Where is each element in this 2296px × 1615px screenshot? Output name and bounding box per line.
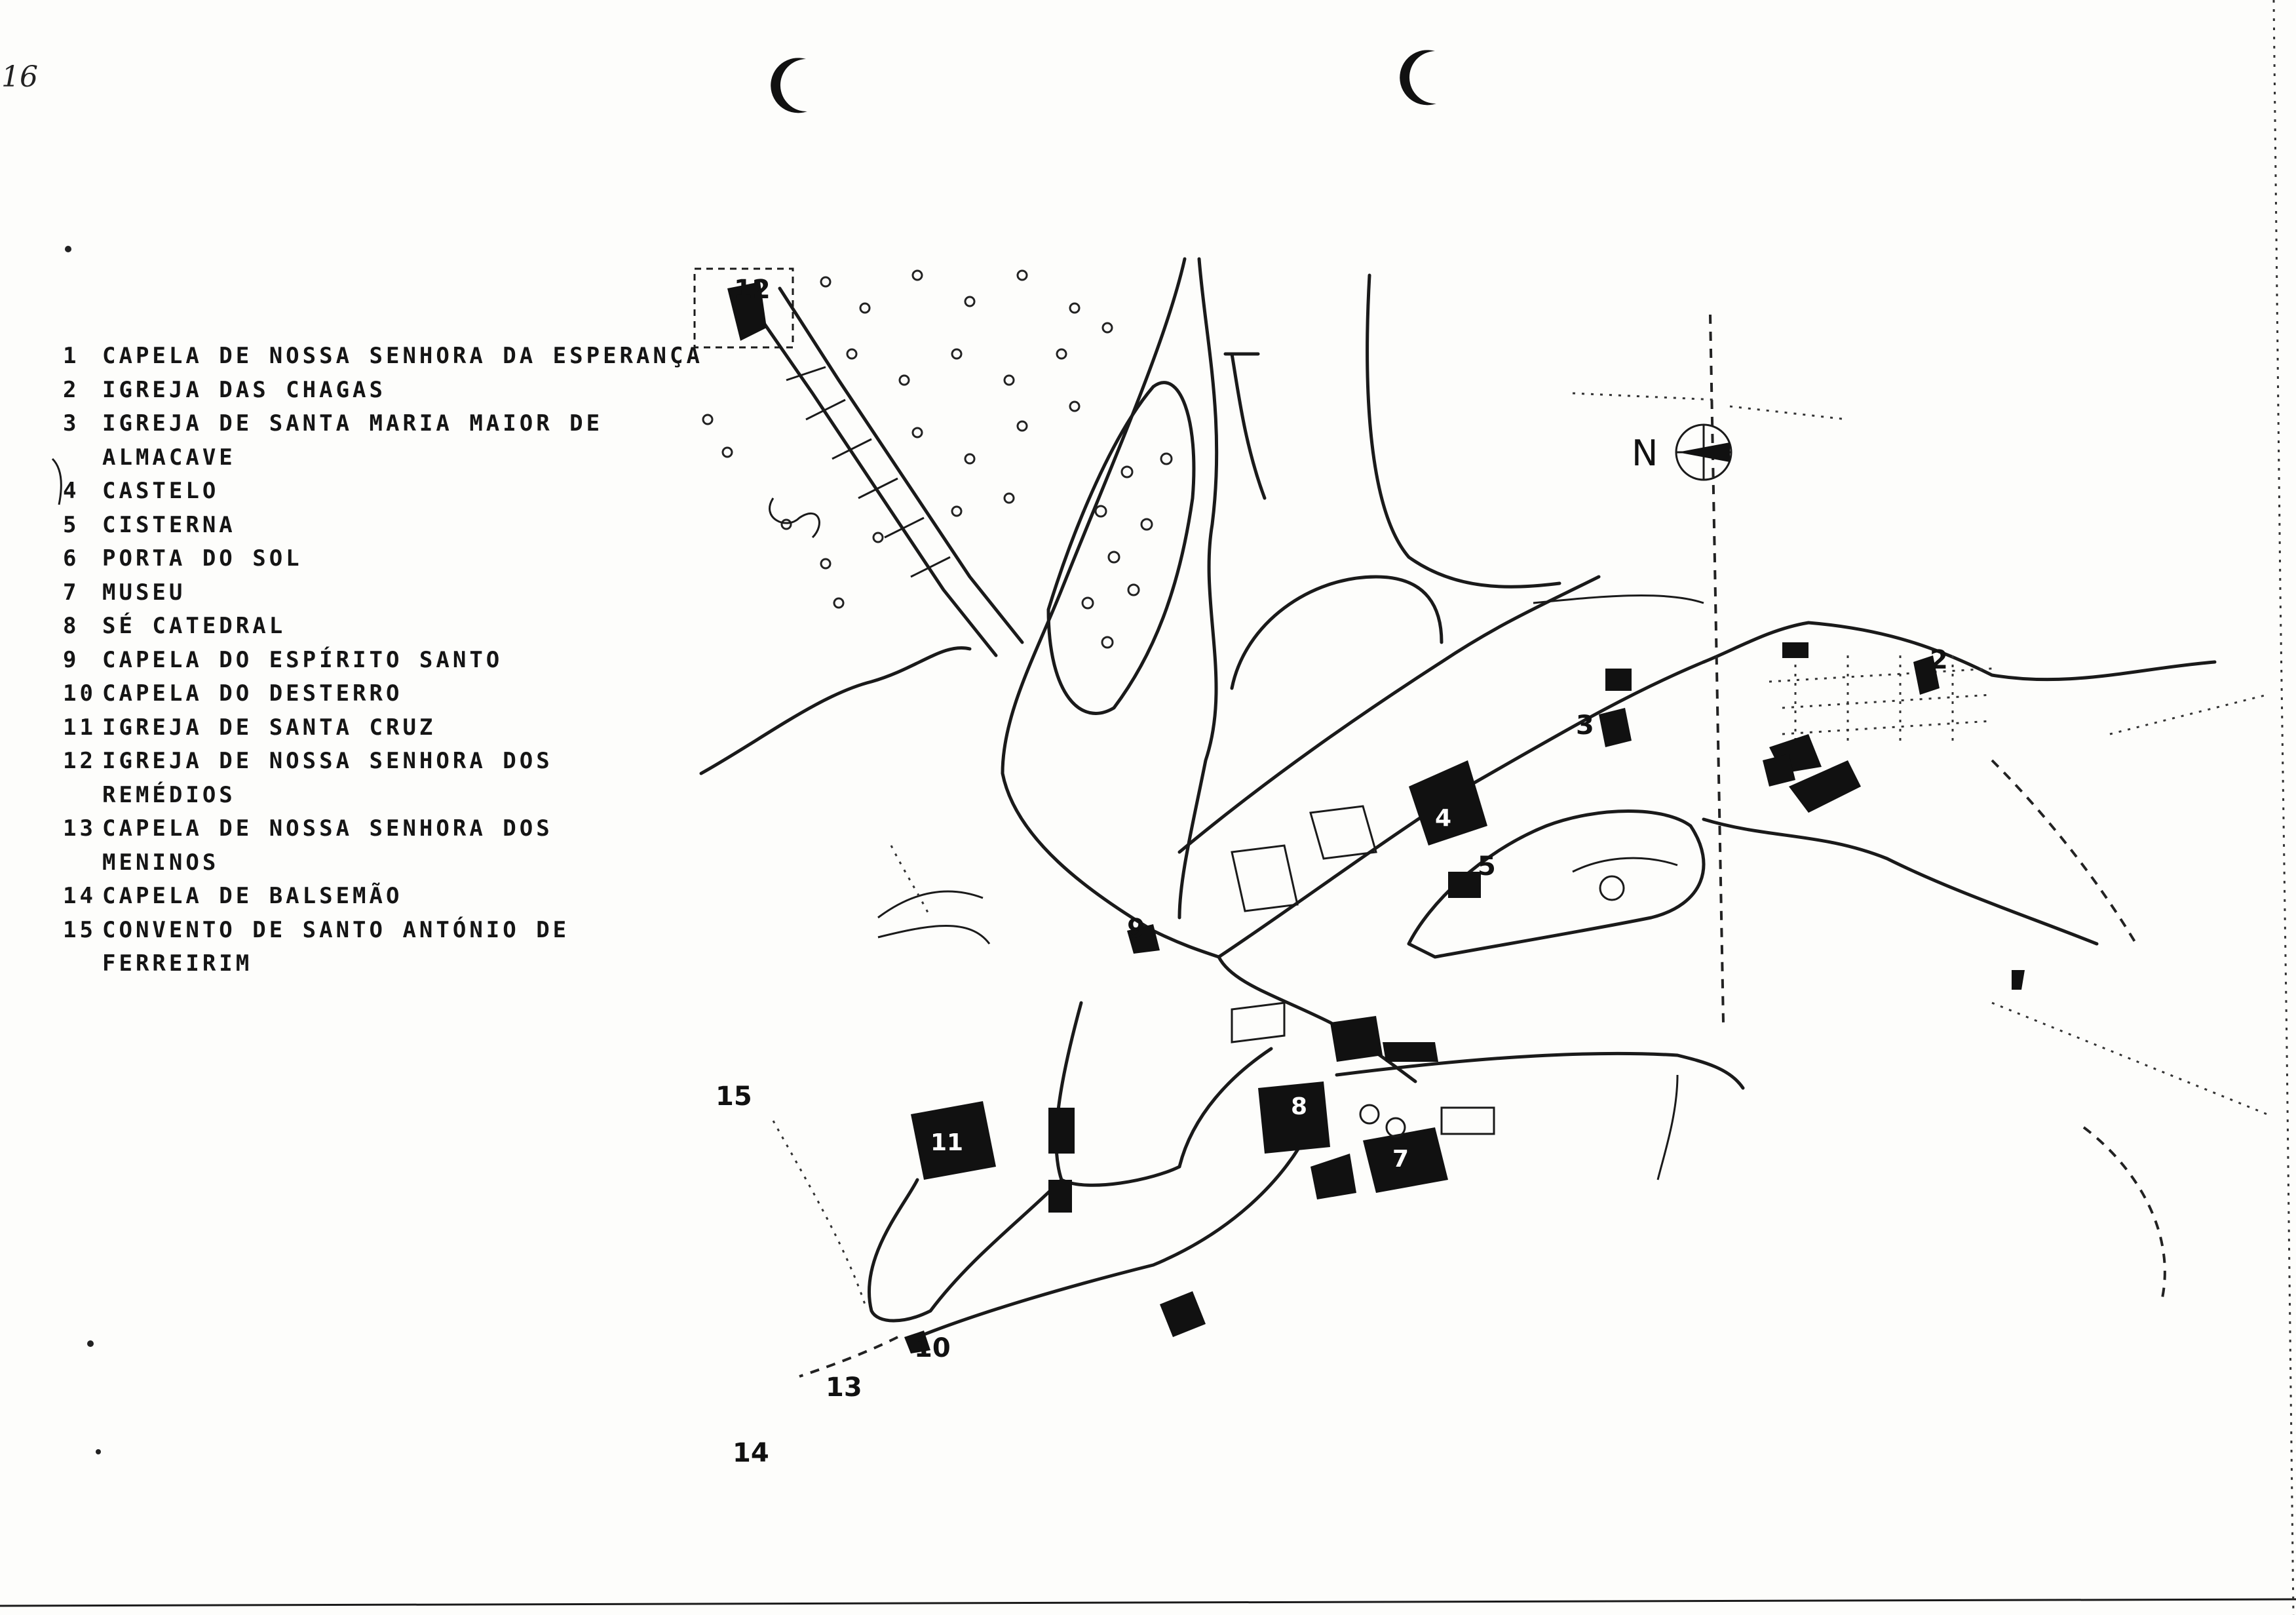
legend-label: IGREJA DE SANTA CRUZ — [102, 714, 436, 741]
page-edge-line — [0, 1599, 2296, 1606]
monument-10 — [904, 1331, 951, 1363]
legend-label: CAPELA DE BALSEMÃO — [102, 883, 403, 909]
page-edge-speckle — [2274, 0, 2293, 1615]
stairway-right-edge — [780, 288, 1022, 642]
road-upper-diagonal — [1179, 577, 1599, 852]
legend-label: CISTERNA — [102, 511, 236, 538]
legend-number: 13 — [63, 815, 96, 842]
roundabout — [1360, 1105, 1379, 1123]
legend-number: 7 — [63, 579, 80, 606]
speckle-dot — [96, 1449, 101, 1454]
legend-number: 14 — [63, 883, 96, 909]
legend-label: ALMACAVE — [102, 444, 236, 471]
pond-shape — [770, 498, 820, 537]
legend-label: CAPELA DE NOSSA SENHORA DOS — [102, 815, 553, 842]
legend-number: 4 — [63, 478, 80, 504]
road-to-13 — [799, 1337, 898, 1376]
river-curve — [701, 648, 970, 773]
legend-label: FERREIRIM — [102, 950, 253, 977]
road-central-south — [1219, 957, 1415, 1081]
marker-15: 15 — [716, 1081, 752, 1112]
road-north-valley — [1368, 275, 1559, 587]
legend-number: 5 — [63, 511, 80, 538]
legend-number: 15 — [63, 916, 96, 943]
building-block — [1383, 1042, 1438, 1062]
park-outline — [1048, 383, 1194, 714]
east-track — [2110, 695, 2267, 734]
legend-label: IGREJA DAS CHAGAS — [102, 376, 386, 403]
meridian-line — [1710, 315, 1723, 1022]
legend-number: 9 — [63, 646, 80, 673]
building-outline — [1442, 1108, 1494, 1134]
compass-rose — [1632, 425, 1731, 480]
building-block — [1160, 1291, 1206, 1337]
legend-number: 11 — [63, 714, 96, 741]
road-southeast — [1704, 819, 2097, 944]
legend-label: CAPELA DE NOSSA SENHORA DA ESPERANÇA — [102, 343, 703, 369]
svg-text:12: 12 — [734, 275, 771, 305]
svg-text:11: 11 — [930, 1129, 964, 1156]
legend-label: IGREJA DE SANTA MARIA MAIOR DE — [102, 410, 603, 437]
legend-label: REMÉDIOS — [102, 781, 236, 808]
monument-4 — [1409, 760, 1487, 846]
svg-text:5: 5 — [1478, 851, 1496, 882]
legend-number: 10 — [63, 680, 96, 707]
square-outline — [1232, 1003, 1284, 1042]
binder-hole-mark-left — [771, 58, 807, 113]
legend-label: SÉ CATEDRAL — [102, 613, 286, 639]
monument-1-mark — [2012, 970, 2025, 990]
svg-text:9: 9 — [1127, 914, 1145, 944]
speckle-dot — [65, 246, 71, 252]
marker-13: 13 — [826, 1372, 862, 1403]
southeast-dashed-road — [2084, 1127, 2165, 1298]
building-block — [1782, 642, 1808, 658]
monument-9 — [1127, 914, 1160, 954]
legend-number: 12 — [63, 748, 96, 774]
svg-text:10: 10 — [914, 1333, 951, 1363]
castle-well — [1600, 876, 1624, 900]
east-dashed-road — [1992, 760, 2136, 944]
road-south-loop — [1056, 1003, 1179, 1185]
legend-label: IGREJA DE NOSSA SENHORA DOS — [102, 748, 553, 774]
legend-label: MENINOS — [102, 849, 220, 876]
svg-text:4: 4 — [1435, 805, 1452, 832]
monument-3 — [1576, 708, 1632, 747]
legend-number: 8 — [63, 613, 80, 639]
monument-11 — [911, 1101, 996, 1180]
svg-text:3: 3 — [1576, 710, 1594, 741]
marker-14: 14 — [733, 1438, 769, 1468]
stairway-left-edge — [754, 308, 996, 655]
legend-label: CAPELA DO ESPÍRITO SANTO — [102, 646, 503, 673]
path-west — [891, 846, 930, 918]
road-central-north — [1179, 259, 1217, 918]
monument-7 — [1363, 1127, 1448, 1193]
legend-label: MUSEU — [102, 579, 186, 606]
legend-label: CONVENTO DE SANTO ANTÓNIO DE — [102, 916, 570, 943]
legend-label: CAPELA DO DESTERRO — [102, 680, 403, 707]
monument-5 — [1448, 851, 1496, 898]
monument-8 — [1258, 1081, 1330, 1154]
legend-number: 1 — [63, 343, 80, 369]
legend-number: 2 — [63, 376, 80, 403]
legend-label: CASTELO — [102, 478, 220, 504]
building-block — [1048, 1180, 1072, 1213]
legend-number: 6 — [63, 545, 80, 572]
compass-north-label: N — [1632, 433, 1658, 474]
monument-12 — [727, 275, 771, 341]
road-east — [1704, 623, 2215, 680]
road-sw-link — [1179, 1049, 1271, 1167]
speckle-dot — [87, 1340, 94, 1347]
roundabout — [1387, 1118, 1405, 1137]
svg-text:8: 8 — [1291, 1093, 1308, 1120]
building-block — [1330, 1016, 1383, 1062]
margin-bracket — [52, 459, 61, 505]
road-north-spur — [1232, 354, 1265, 498]
road-west-curve — [869, 1180, 1062, 1321]
building-block — [1048, 1108, 1075, 1154]
east-grid — [1769, 655, 1992, 747]
block-outline — [1311, 806, 1376, 859]
road-west-stub — [878, 926, 989, 944]
binder-hole-mark-right — [1400, 50, 1436, 105]
terrain-curve — [878, 891, 983, 918]
svg-text:7: 7 — [1392, 1146, 1409, 1173]
block-outline — [1232, 846, 1297, 911]
svg-text:2: 2 — [1930, 645, 1948, 675]
legend-label: PORTA DO SOL — [102, 545, 303, 572]
road-southwest-dashed — [773, 1121, 865, 1304]
castle-inner-path — [1573, 858, 1677, 872]
meridian-cross-labels — [1573, 393, 1848, 419]
road-loop-north — [1232, 577, 1442, 688]
legend-number: 3 — [63, 410, 80, 437]
east-boundary-dashed — [1992, 1003, 2267, 1114]
page-number: 16 — [1, 60, 38, 94]
road-east-spur — [1658, 1075, 1677, 1180]
building-block — [1311, 1154, 1356, 1199]
stairway-steps — [786, 367, 950, 577]
monument-2 — [1913, 645, 1948, 695]
monument-6-porta-do-sol — [1605, 669, 1632, 691]
